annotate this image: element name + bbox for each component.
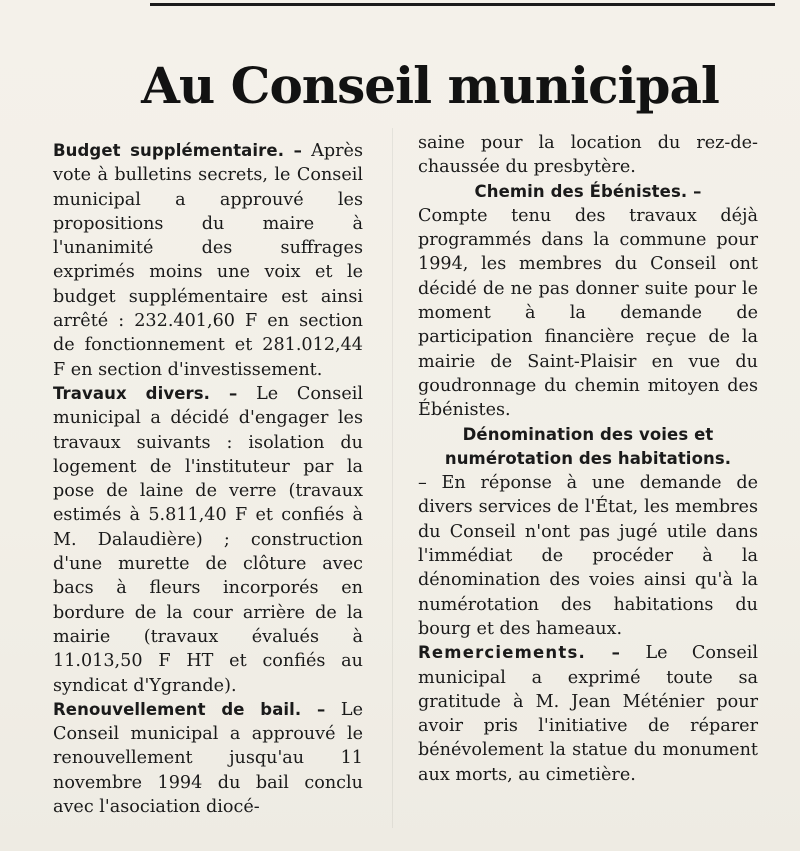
paragraph-chemin <box>418 180 758 423</box>
column-gutter <box>392 128 393 828</box>
text-remerciements: Le Conseil municipal a exprimé toute sa gratitude à M. Jean Méténier pour avoir pris l'initiative de réparer bénévolement la statue du monument aux morts, au cimetière. <box>418 643 758 785</box>
left-column <box>53 139 363 819</box>
heading-budget: Budget supplémentaire. – <box>53 141 302 160</box>
text-denomination: – En réponse à une demande de divers services de l'État, les membres du Conseil n'ont pas jugé utile dans l'immédiat de procéder à la dénomination des voies ainsi qu'à la numérotation des habitations du bourg et des hameaux. <box>418 473 758 639</box>
heading-chemin: Chemin des Ébénistes. – <box>474 181 702 201</box>
paragraph-remerciements <box>418 641 758 787</box>
text-bail: Le Conseil municipal a approuvé le renouvellement jusqu'au 11 novembre 1994 du bail conclu avec l'asociation diocé- <box>53 699 363 818</box>
text-budget: Après vote à bulletins secrets, le Conseil municipal a approuvé les propositions du maire à l'unanimité des suffrages exprimés moins une voix et le budget supplémentaire est ainsi arrêté : 232.401,60 F en section de fonctionnement et 281.012,44 F en section d'investissement. <box>53 141 363 380</box>
heading-denomination: Dénomination des voies et numérotation des habitations. <box>444 424 732 468</box>
heading-bail: Renouvellement de bail. – <box>53 699 326 719</box>
paragraph-denomination <box>418 423 758 642</box>
paragraph-budget <box>53 139 363 382</box>
text-travaux: Le Conseil municipal a décidé d'engager les travaux suivants : isolation du logement de l'instituteur par la pose de laine de verre (travaux estimés à 5.811,40 F et confiés à M. Dalaudière) ; construction d'une murette de clôture avec bacs à fleurs incorporés en bordure de la cour arrière de la mairie (travaux évalués à 11.013,50 F HT et confiés au syndicat d'Ygrande). <box>53 383 363 696</box>
paragraph-travaux <box>53 382 363 698</box>
heading-travaux: Travaux divers. – <box>53 383 238 403</box>
right-column <box>418 131 758 787</box>
text-bail-continued: saine pour la location du rez-de-chaussée du presbytère. <box>418 133 758 178</box>
text-chemin: Compte tenu des travaux déjà programmés dans la commune pour 1994, les membres du Conseil ont décidé de ne pas donner suite pour le moment à la demande de participation financière reçue de la mairie de Saint-Plaisir en vue du goudronnage du chemin mitoyen des Ébénistes. <box>418 205 758 421</box>
article-title: Au Conseil municipal <box>141 55 719 115</box>
heading-remerciements: Remerciements. – <box>418 643 622 663</box>
paragraph-bail <box>53 698 363 819</box>
paragraph-bail-continued <box>418 131 758 180</box>
top-rule <box>150 3 775 6</box>
